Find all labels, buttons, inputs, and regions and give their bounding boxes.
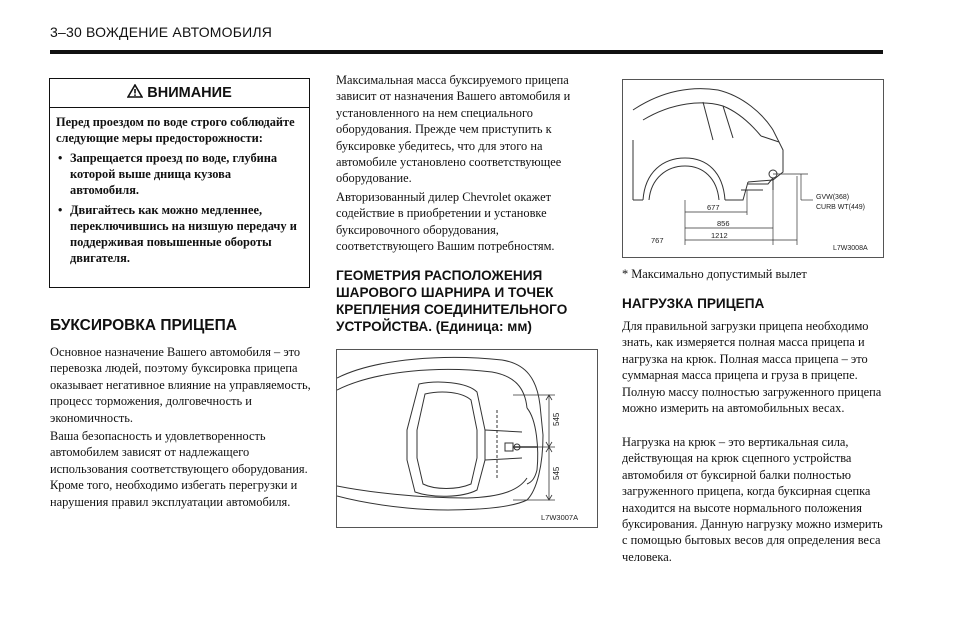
dim-545-upper: 545	[552, 412, 561, 426]
warning-triangle-icon	[127, 84, 143, 98]
dim-767: 767	[651, 236, 664, 245]
towing-paragraph-1: Основное назначение Вашего автомобиля – это перевозка людей, поэтому буксировка прицепа оказывает негативное влияние на управляемость, процесс торможения, долговечность и экономичность.	[50, 345, 311, 425]
car-side-view-drawing	[623, 80, 883, 257]
towing-paragraph-2: Ваша безопасность и удовлетворенность автомобилем зависят от надлежащего использования соответствующего оборудования. Кроме того, необходимо избегать перегрузки и нарушения правил эксплуатации автомобиля.	[50, 429, 308, 509]
page-header-title: 3–30 ВОЖДЕНИЕ АВТОМОБИЛЯ	[50, 24, 273, 40]
warning-box	[49, 78, 310, 288]
towing-heading: БУКСИРОВКА ПРИЦЕПА	[50, 317, 237, 334]
gvw-label: GVW(368)	[816, 194, 850, 201]
warning-body	[50, 108, 309, 266]
warning-item: • Двигайтесь как можно медленнее, переключившись на низшую передачу и поддерживая повышенные обороты двигателя.	[56, 202, 303, 266]
hitch-side-view-figure	[622, 79, 884, 258]
warning-list	[56, 150, 303, 266]
dim-677: 677	[707, 203, 720, 212]
car-top-view-drawing	[337, 350, 597, 527]
figure-code: L7W3007A	[541, 513, 579, 522]
middle-paragraph-1: Максимальная масса буксируемого прицепа зависит от назначения Вашего автомобиля и установленного на нем специального оборудования. Прежде чем приступить к буксировке убедитесь, что для этого на автомобиле установлено соответствующее оборудование.	[336, 73, 571, 186]
dim-1212: 1212	[711, 231, 728, 240]
curb-weight-label: CURB WT(449)	[816, 204, 866, 211]
max-overhang-footnote: * Максимально допустимый вылет	[622, 267, 807, 281]
warning-title-bar	[50, 79, 309, 108]
hitch-geometry-heading: ГЕОМЕТРИЯ РАСПОЛОЖЕНИЯ ШАРОВОГО ШАРНИРА И ТОЧЕК КРЕПЛЕНИЯ СОЕДИНИТЕЛЬНОГО УСТРОЙСТВА. (Единица: мм)	[336, 268, 568, 334]
warning-item: • Запрещается проезд по воде, глубина которой выше днища кузова автомобиля.	[56, 150, 303, 198]
dim-856: 856	[717, 219, 730, 228]
warning-title: ВНИМАНИЕ	[147, 85, 232, 101]
trailer-load-paragraph-1: Для правильной загрузки прицепа необходимо знать, как измеряется полная масса прицепа и нагрузка на крюк. Полная масса прицепа – это суммарная масса прицепа и груза в прицепе. Полную массу полностью загруженного прицепа можно измерить на автомобильных весах.	[622, 319, 882, 416]
dim-545-lower: 545	[552, 466, 561, 480]
hitch-top-view-figure	[336, 349, 598, 528]
middle-paragraph-2: Авторизованный дилер Chevrolet окажет содействие в приобретении и установке буксировочного оборудования, соответствующего Вашим потребностям.	[336, 190, 555, 254]
trailer-load-paragraph-2: Нагрузка на крюк – это вертикальная сила, действующая на крюк сцепного устройства автомобиля от буксирной балки полностью загруженного прицепа, когда буксирная сцепка находится на высоте нормального положения буксирования. Данную нагрузку можно измерить с помощью бытовых весов для определения веса человека.	[622, 435, 883, 564]
trailer-load-heading: НАГРУЗКА ПРИЦЕПА	[622, 296, 765, 311]
page-header	[50, 24, 883, 54]
figure-code: L7W3008A	[833, 245, 868, 252]
warning-intro: Перед проездом по воде строго соблюдайте следующие меры предосторожности:	[56, 115, 295, 145]
